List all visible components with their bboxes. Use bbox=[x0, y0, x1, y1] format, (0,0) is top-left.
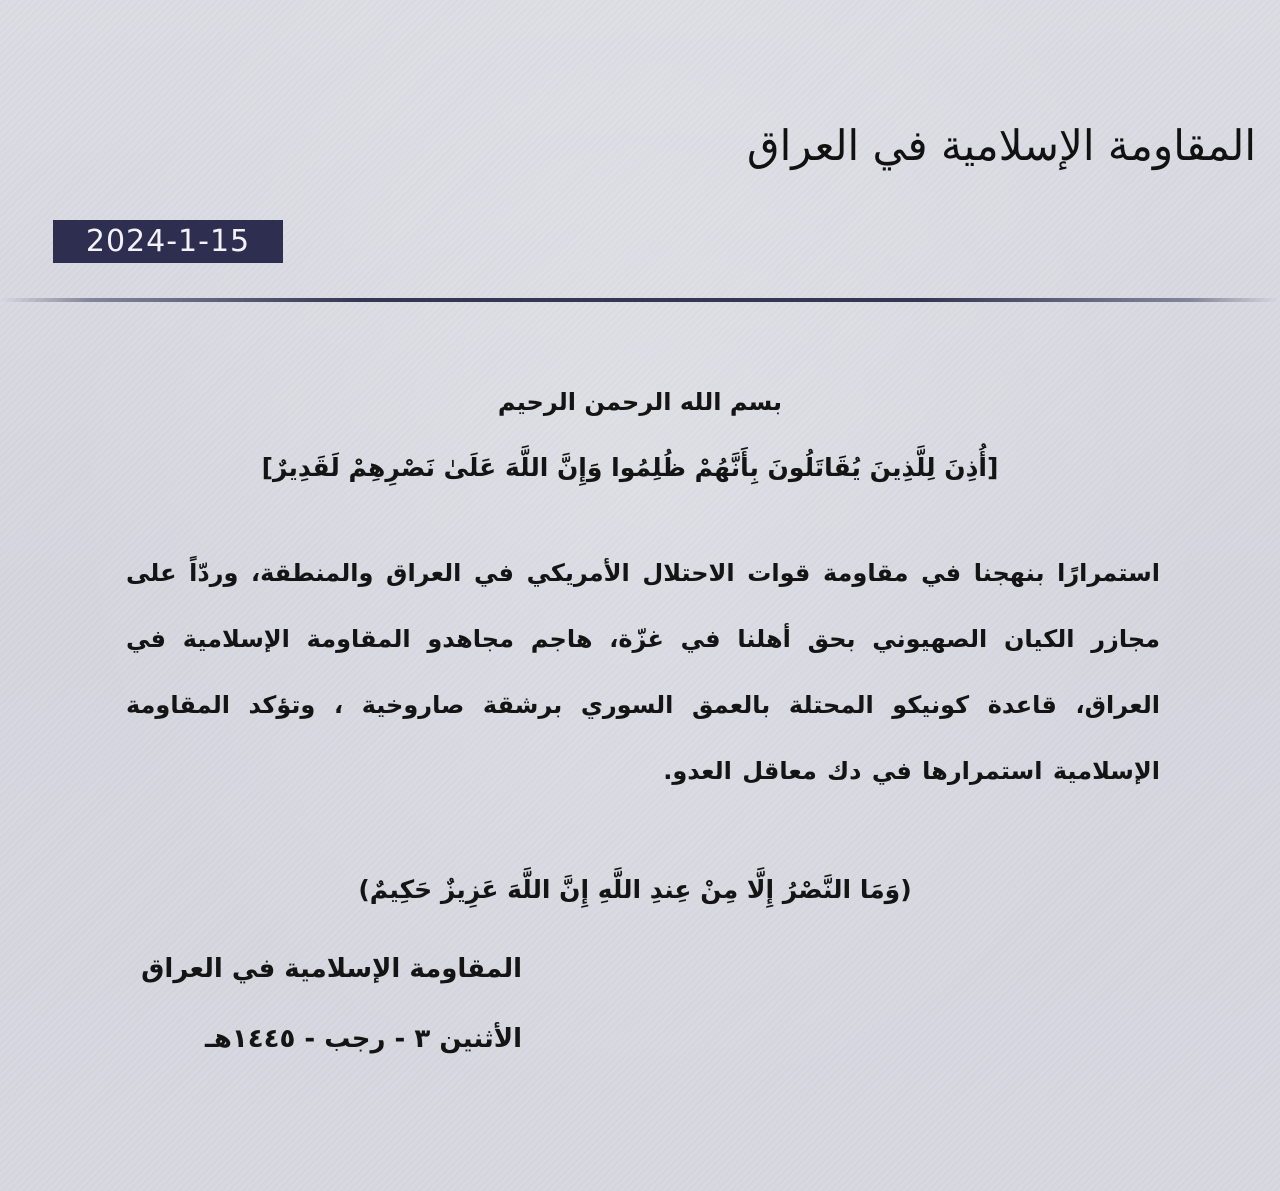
closing-verse: (وَمَا النَّصْرُ إِلَّا مِنْ عِندِ اللَّهِ إِنَّ اللَّهَ عَزِيزٌ حَكِيمٌ) bbox=[358, 875, 912, 904]
date-label: 2024-1-15 bbox=[85, 224, 251, 259]
organization-logo bbox=[747, 100, 1256, 192]
signature-hijri-date: الأثنين ٣ - رجب - ١٤٤٥هـ bbox=[204, 1024, 522, 1054]
basmala: بسم الله الرحمن الرحيم bbox=[497, 388, 783, 416]
logo-calligraphy: المقاومة الإسلامية في العراق bbox=[747, 121, 1256, 170]
header-divider bbox=[0, 298, 1280, 302]
statement-body: استمرارًا بنهجنا في مقاومة قوات الاحتلال الأمريكي في العراق والمنطقة، وردّاً على مجازر الكيان الصهيوني بحق أهلنا في غزّة، هاجم مجاهدو المقاومة الإسلامية في العراق، قاعدة كونيكو المحتلة بالعمق السوري برشقة صاروخية ، وتؤكد المقاومة الإسلامية استمرارها في دك معاقل العدو. bbox=[126, 559, 1160, 785]
signature-name: المقاومة الإسلامية في العراق bbox=[141, 954, 522, 984]
date-badge bbox=[53, 220, 283, 263]
opening-verse: [أُذِنَ لِلَّذِينَ يُقَاتَلُونَ بِأَنَّهُمْ ظُلِمُوا وَإِنَّ اللَّهَ عَلَىٰ نَصْرِهِمْ لَقَدِيرٌ] bbox=[261, 453, 999, 482]
